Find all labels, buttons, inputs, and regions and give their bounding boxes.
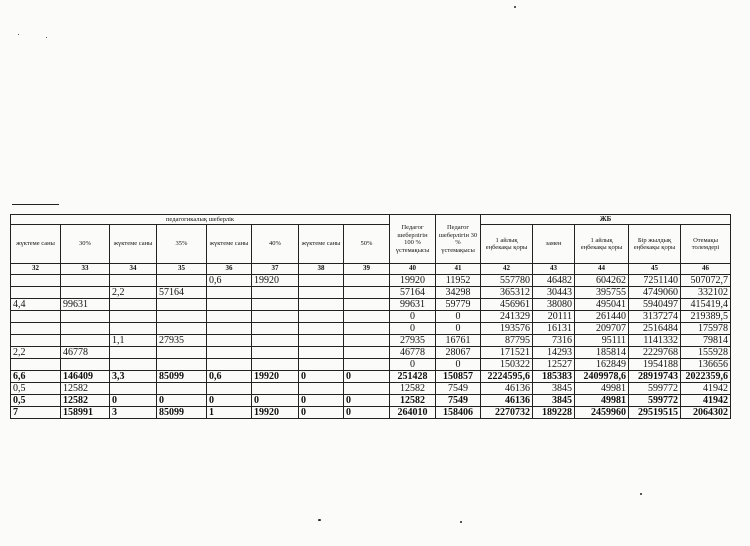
table-cell: 0,6 <box>207 371 252 383</box>
table-cell: 332102 <box>681 287 731 299</box>
table-cell: 158991 <box>61 407 110 419</box>
table-cell: 175978 <box>681 323 731 335</box>
col-number-row <box>11 264 731 275</box>
table-cell: 150857 <box>436 371 481 383</box>
table-cell: 171521 <box>481 347 533 359</box>
table-row <box>11 347 731 359</box>
table-cell <box>344 383 390 395</box>
table-cell <box>344 323 390 335</box>
table-cell: 11952 <box>436 275 481 287</box>
table-cell: 7549 <box>436 395 481 407</box>
col-number: 32 <box>11 264 61 275</box>
table-cell <box>207 347 252 359</box>
col-number: 44 <box>575 264 629 275</box>
table-cell <box>157 275 207 287</box>
table-cell <box>110 311 157 323</box>
table-row <box>11 287 731 299</box>
col-number: 35 <box>157 264 207 275</box>
col-number: 33 <box>61 264 110 275</box>
table-cell: 6,6 <box>11 371 61 383</box>
table-cell <box>299 323 344 335</box>
col-header-35: 35% <box>157 225 207 264</box>
table-cell <box>344 287 390 299</box>
table-row <box>11 299 731 311</box>
table-cell: 28919743 <box>629 371 681 383</box>
table-cell: 557780 <box>481 275 533 287</box>
table-cell: 1 <box>207 407 252 419</box>
table-cell: 3845 <box>533 383 575 395</box>
table-cell <box>110 323 157 335</box>
table-cell: 19920 <box>252 275 299 287</box>
table-cell <box>11 323 61 335</box>
header-rule <box>12 204 59 205</box>
table-cell: 2459960 <box>575 407 629 419</box>
scan-speck <box>640 493 642 495</box>
table-cell: 0 <box>390 359 436 371</box>
table-cell <box>207 383 252 395</box>
table-cell: 16131 <box>533 323 575 335</box>
table-body <box>11 275 731 419</box>
table-cell: 27935 <box>390 335 436 347</box>
table-cell <box>11 359 61 371</box>
table-row <box>11 383 731 395</box>
table-cell: 185814 <box>575 347 629 359</box>
table-cell: 49981 <box>575 383 629 395</box>
table-cell: 495041 <box>575 299 629 311</box>
table-cell: 136656 <box>681 359 731 371</box>
scan-speck <box>514 6 516 8</box>
col-header-38: жүктеме саны <box>299 225 344 264</box>
table-cell <box>299 359 344 371</box>
table-cell: 0 <box>299 395 344 407</box>
scan-speck <box>460 521 462 523</box>
table-cell: 2064302 <box>681 407 731 419</box>
table-row <box>11 371 731 383</box>
table-cell: 189228 <box>533 407 575 419</box>
table-cell: 46136 <box>481 383 533 395</box>
table-cell <box>207 359 252 371</box>
table-cell <box>110 383 157 395</box>
table-cell <box>207 311 252 323</box>
table-cell: 85099 <box>157 371 207 383</box>
table-cell: 507072,7 <box>681 275 731 287</box>
table-cell <box>157 311 207 323</box>
table-cell <box>252 383 299 395</box>
table-cell <box>61 287 110 299</box>
table-cell: 12582 <box>390 383 436 395</box>
table-row <box>11 275 731 287</box>
col-header-36: жүктеме саны <box>207 225 252 264</box>
col-number: 39 <box>344 264 390 275</box>
table-cell <box>299 299 344 311</box>
table-cell <box>61 359 110 371</box>
table-cell: 38080 <box>533 299 575 311</box>
table-cell: 158406 <box>436 407 481 419</box>
table-cell <box>299 383 344 395</box>
table-cell: 146409 <box>61 371 110 383</box>
table-cell: 34298 <box>436 287 481 299</box>
table-cell <box>299 311 344 323</box>
table-cell <box>252 323 299 335</box>
table-cell <box>344 275 390 287</box>
table-cell: 0 <box>299 407 344 419</box>
col-number: 43 <box>533 264 575 275</box>
table-cell <box>299 275 344 287</box>
table-row <box>11 311 731 323</box>
col-number: 46 <box>681 264 731 275</box>
table-cell <box>344 347 390 359</box>
table-cell: 3845 <box>533 395 575 407</box>
col-header-37: 40% <box>252 225 299 264</box>
table-cell: 29519515 <box>629 407 681 419</box>
table-cell: 2270732 <box>481 407 533 419</box>
table-cell: 0 <box>390 311 436 323</box>
col-header-44: 1 айлық еңбекақы қоры <box>575 225 629 264</box>
table-cell: 85099 <box>157 407 207 419</box>
table-cell: 1954188 <box>629 359 681 371</box>
table-cell: 1141332 <box>629 335 681 347</box>
header-row-group <box>11 215 731 225</box>
col-header-43: замен <box>533 225 575 264</box>
table-cell: 49981 <box>575 395 629 407</box>
table-cell <box>61 311 110 323</box>
table-cell: 2409978,6 <box>575 371 629 383</box>
table-cell: 261440 <box>575 311 629 323</box>
table-cell <box>207 287 252 299</box>
table-cell: 7549 <box>436 383 481 395</box>
table-cell <box>252 311 299 323</box>
table-cell <box>344 311 390 323</box>
col-number: 40 <box>390 264 436 275</box>
table-cell <box>157 347 207 359</box>
table-cell: 0 <box>344 371 390 383</box>
table-cell <box>61 323 110 335</box>
table-cell <box>157 383 207 395</box>
table-cell: 264010 <box>390 407 436 419</box>
table-cell: 0 <box>252 395 299 407</box>
table-cell: 2,2 <box>110 287 157 299</box>
table-cell: 365312 <box>481 287 533 299</box>
table-cell: 46778 <box>61 347 110 359</box>
table-cell: 57164 <box>390 287 436 299</box>
col-header-39: 50% <box>344 225 390 264</box>
table-cell: 2022359,6 <box>681 371 731 383</box>
table-cell <box>299 335 344 347</box>
table-cell: 16761 <box>436 335 481 347</box>
table-cell: 0 <box>157 395 207 407</box>
col-header-41: Педагог шеберлігін 30 % үстемақысы <box>436 215 481 264</box>
table-cell: 3 <box>110 407 157 419</box>
table-cell <box>344 359 390 371</box>
table-cell: 46778 <box>390 347 436 359</box>
table-cell: 4749060 <box>629 287 681 299</box>
table-cell: 7 <box>11 407 61 419</box>
table-row <box>11 335 731 347</box>
table-cell: 241329 <box>481 311 533 323</box>
table-cell: 3137274 <box>629 311 681 323</box>
table-cell: 155928 <box>681 347 731 359</box>
table-cell <box>252 347 299 359</box>
table-cell <box>110 275 157 287</box>
table-cell <box>157 323 207 335</box>
table-cell: 3,3 <box>110 371 157 383</box>
table-cell: 4,4 <box>11 299 61 311</box>
col-header-45: Бір жылдық еңбекақы қоры <box>629 225 681 264</box>
table-cell: 27935 <box>157 335 207 347</box>
table-cell: 0 <box>110 395 157 407</box>
table-cell <box>11 311 61 323</box>
table-cell: 1,1 <box>110 335 157 347</box>
col-number: 45 <box>629 264 681 275</box>
col-number: 37 <box>252 264 299 275</box>
table-cell: 12582 <box>61 395 110 407</box>
table-cell <box>157 299 207 311</box>
col-number: 34 <box>110 264 157 275</box>
table-row <box>11 395 731 407</box>
table-cell: 12582 <box>61 383 110 395</box>
table-cell: 599772 <box>629 383 681 395</box>
table-cell: 28067 <box>436 347 481 359</box>
scan-speck <box>318 519 321 521</box>
table-cell: 46136 <box>481 395 533 407</box>
table-cell: 46482 <box>533 275 575 287</box>
table-cell: 7251140 <box>629 275 681 287</box>
table-cell <box>344 335 390 347</box>
scan-speck <box>18 34 19 35</box>
table-cell: 0 <box>436 311 481 323</box>
table-cell <box>207 335 252 347</box>
col-header-46: Отемақы толемдері <box>681 225 731 264</box>
table-cell: 0 <box>344 407 390 419</box>
col-number: 38 <box>299 264 344 275</box>
table-cell: 0 <box>436 359 481 371</box>
table-row <box>11 323 731 335</box>
table-cell: 2,2 <box>11 347 61 359</box>
table-cell: 12582 <box>390 395 436 407</box>
table-cell: 0 <box>436 323 481 335</box>
group-ped-header: педагогикалық шеберлік <box>11 215 390 225</box>
table-cell <box>61 275 110 287</box>
table-cell <box>252 359 299 371</box>
table-cell: 0,5 <box>11 383 61 395</box>
table-cell: 599772 <box>629 395 681 407</box>
col-number: 41 <box>436 264 481 275</box>
table-cell: 95111 <box>575 335 629 347</box>
table-cell <box>61 335 110 347</box>
col-header-42: 1 айлық еңбекақы қоры <box>481 225 533 264</box>
scan-speck <box>46 37 47 38</box>
table-cell <box>207 323 252 335</box>
table-cell: 19920 <box>252 407 299 419</box>
table-cell <box>299 347 344 359</box>
table-cell: 14293 <box>533 347 575 359</box>
table-cell <box>157 359 207 371</box>
col-header-32: жүктеме саны <box>11 225 61 264</box>
table-cell <box>110 347 157 359</box>
table-cell: 0 <box>344 395 390 407</box>
table-cell: 0,5 <box>11 395 61 407</box>
table-cell <box>299 287 344 299</box>
table-cell: 5940497 <box>629 299 681 311</box>
table-cell: 57164 <box>157 287 207 299</box>
table-cell: 150322 <box>481 359 533 371</box>
table-cell <box>11 335 61 347</box>
table-cell <box>110 359 157 371</box>
table-cell: 2229768 <box>629 347 681 359</box>
table-cell: 0 <box>207 395 252 407</box>
table-cell: 99631 <box>61 299 110 311</box>
table-cell: 59779 <box>436 299 481 311</box>
table-cell: 12527 <box>533 359 575 371</box>
table-cell: 99631 <box>390 299 436 311</box>
table-cell: 87795 <box>481 335 533 347</box>
header-row-cols <box>11 225 731 264</box>
table-cell: 162849 <box>575 359 629 371</box>
table-cell <box>252 335 299 347</box>
table-cell: 193576 <box>481 323 533 335</box>
table-cell <box>110 299 157 311</box>
table-cell: 0 <box>299 371 344 383</box>
table-cell <box>252 287 299 299</box>
table-cell <box>11 275 61 287</box>
table-cell: 79814 <box>681 335 731 347</box>
table-cell: 30443 <box>533 287 575 299</box>
table-cell: 415419,4 <box>681 299 731 311</box>
table-cell <box>344 299 390 311</box>
col-number: 42 <box>481 264 533 275</box>
col-header-33: 30% <box>61 225 110 264</box>
table-cell: 19920 <box>252 371 299 383</box>
table-cell: 395755 <box>575 287 629 299</box>
table-cell <box>11 287 61 299</box>
table-row <box>11 359 731 371</box>
table-cell: 19920 <box>390 275 436 287</box>
table-row <box>11 407 731 419</box>
table-cell: 20111 <box>533 311 575 323</box>
table-cell: 604262 <box>575 275 629 287</box>
table-cell: 2224595,6 <box>481 371 533 383</box>
table-cell <box>207 299 252 311</box>
table-cell: 0,6 <box>207 275 252 287</box>
table-cell: 251428 <box>390 371 436 383</box>
col-number: 36 <box>207 264 252 275</box>
table-cell: 209707 <box>575 323 629 335</box>
col-header-34: жүктеме саны <box>110 225 157 264</box>
table-cell: 2516484 <box>629 323 681 335</box>
group-jb-header: ЖБ <box>481 215 731 225</box>
table-cell: 0 <box>390 323 436 335</box>
table-cell <box>252 299 299 311</box>
col-header-40: Педагог шеберлігін 100 % үстемақысы <box>390 215 436 264</box>
table-cell: 41942 <box>681 383 731 395</box>
table-cell: 185383 <box>533 371 575 383</box>
table-cell: 456961 <box>481 299 533 311</box>
table-cell: 41942 <box>681 395 731 407</box>
table-cell: 219389,5 <box>681 311 731 323</box>
table-cell: 7316 <box>533 335 575 347</box>
payroll-table <box>10 214 731 419</box>
